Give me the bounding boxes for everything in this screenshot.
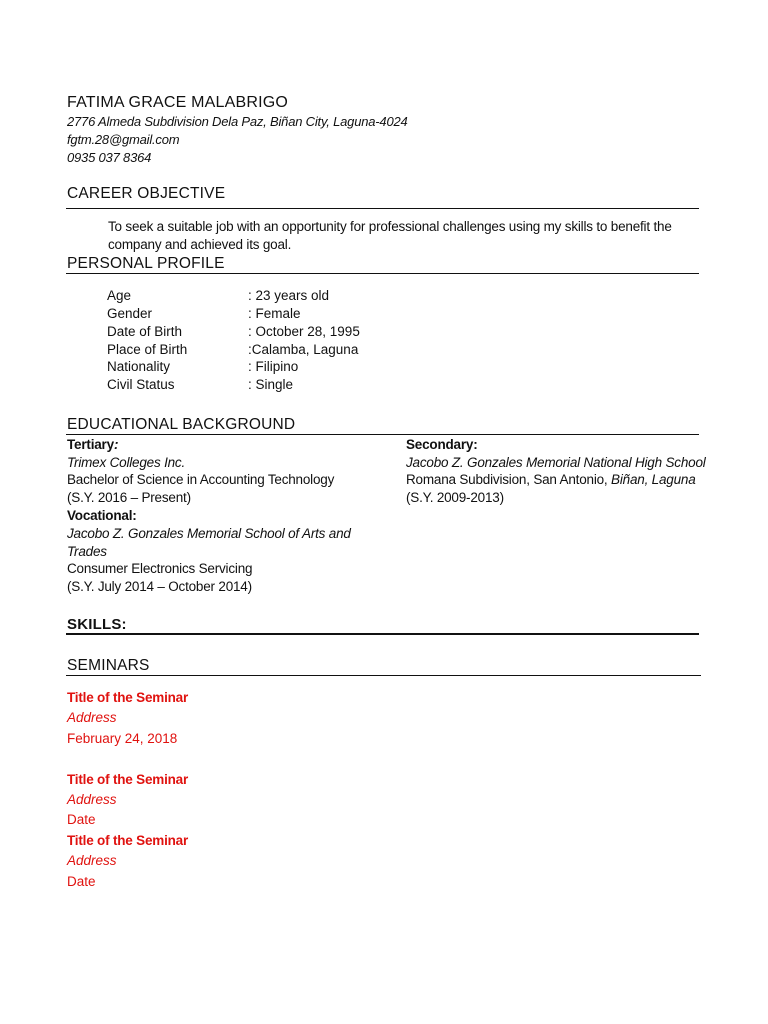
seminar-3-address: Address (67, 853, 117, 868)
seminar-2-date: Date (67, 812, 96, 827)
seminar-2-title: Title of the Seminar (67, 772, 189, 787)
profile-value-place-of-birth: :Calamba, Laguna (248, 342, 359, 357)
profile-value-gender: : Female (248, 306, 301, 321)
profile-label-date-of-birth: Date of Birth (107, 324, 183, 339)
career-objective-rule (66, 208, 699, 209)
seminar-2-address: Address (67, 792, 117, 807)
profile-value-nationality: : Filipino (248, 359, 299, 374)
seminars-rule (66, 675, 701, 676)
vocational-label: Vocational: (67, 508, 137, 523)
seminar-1-date: February 24, 2018 (67, 731, 178, 746)
career-objective-text: To seek a suitable job with an opportunity for professional challenges using my skills to benefit the company and achieved its goal. (108, 219, 672, 252)
address-line: 2776 Almeda Subdivision Dela Paz, Biñan City, Laguna-4024 (67, 114, 408, 129)
seminar-3-date: Date (67, 874, 96, 889)
career-objective-heading: CAREER OBJECTIVE (67, 185, 226, 202)
vocational-course: Consumer Electronics Servicing (67, 561, 253, 576)
tertiary-school: Trimex Colleges Inc. (67, 455, 186, 470)
profile-value-date-of-birth: : October 28, 1995 (248, 324, 360, 339)
profile-label-civil-status: Civil Status (107, 377, 175, 392)
secondary-address: Romana Subdivision, San Antonio, Biñan, Laguna (406, 472, 696, 487)
education-rule (66, 434, 699, 435)
vocational-school-line2: Trades (67, 544, 107, 559)
email-line: fgtm.28@gmail.com (67, 132, 180, 147)
skills-heading: SKILLS: (67, 616, 127, 633)
vocational-school-line1: Jacobo Z. Gonzales Memorial School of Arts and (67, 526, 351, 541)
phone-line: 0935 037 8364 (67, 150, 152, 165)
seminar-1-address: Address (67, 710, 117, 725)
tertiary-course: Bachelor of Science in Accounting Technology (67, 472, 335, 487)
seminar-1-title: Title of the Seminar (67, 690, 189, 705)
profile-label-gender: Gender (107, 306, 153, 321)
personal-profile-rule (66, 273, 699, 274)
profile-label-place-of-birth: Place of Birth (107, 342, 188, 357)
applicant-name: FATIMA GRACE MALABRIGO (67, 94, 289, 111)
seminars-heading: SEMINARS (67, 657, 150, 674)
personal-profile-heading: PERSONAL PROFILE (67, 255, 225, 272)
profile-value-civil-status: : Single (248, 377, 294, 392)
vocational-years: (S.Y. July 2014 – October 2014) (67, 579, 252, 594)
tertiary-label: Tertiary: (67, 437, 119, 452)
profile-label-age: Age (107, 288, 132, 303)
skills-rule (66, 633, 699, 635)
secondary-years: (S.Y. 2009-2013) (406, 490, 504, 505)
secondary-school: Jacobo Z. Gonzales Memorial National High School (406, 455, 706, 470)
secondary-label: Secondary: (406, 437, 478, 452)
profile-value-age: : 23 years old (248, 288, 330, 303)
profile-label-nationality: Nationality (107, 359, 171, 374)
seminar-3-title: Title of the Seminar (67, 833, 189, 848)
tertiary-years: (S.Y. 2016 – Present) (67, 490, 191, 505)
education-heading: EDUCATIONAL BACKGROUND (67, 416, 296, 433)
